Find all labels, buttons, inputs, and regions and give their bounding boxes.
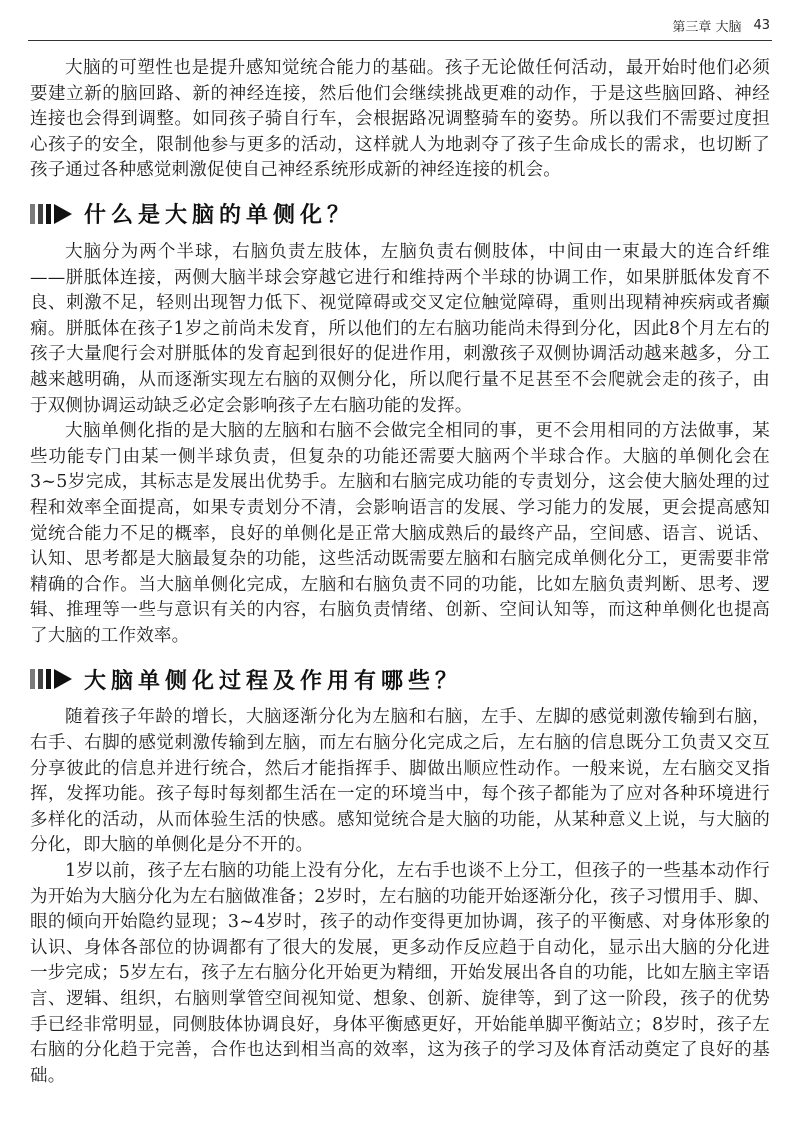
section-heading-2 [30, 663, 770, 695]
heading-bullet-icon [30, 667, 74, 691]
running-header [672, 16, 770, 35]
section-title: 什么是大脑的单侧化？ [84, 203, 355, 229]
section-title: 大脑单侧化过程及作用有哪些？ [84, 668, 463, 694]
page-number: 43 [753, 18, 770, 33]
header-divider [28, 40, 772, 41]
chapter-title: 第三章 大脑 [672, 20, 742, 35]
section-paragraph: 1岁以前，孩子左右脑的功能上没有分化，左右手也谈不上分工，但孩子的一些基本动作行为开始为大脑分化为左右脑做准备；2岁时，左右脑的功能开始逐渐分化，孩子习惯用手、脚、眼的倾向开始隐约显现；3~4岁时，孩子的动作变得更加协调，孩子的平衡感、对身体形象的认识、身体各部位的协调都有了很大的发展，更多动作反应趋于自动化，显示出大脑的分化进一步完成；5岁左右，孩子左右脑分化开始更为精细，开始发展出各自的功能，比如左脑主宰语言、逻辑、组织，右脑则掌管空间视知觉、想象、创新、旋律等，到了这一阶段，孩子的优势手已经非常明显，同侧肢体协调良好，身体平衡感更好，开始能单脚平衡站立；8岁时，孩子左右脑的分化趋于完善，合作也达到相当高的效率，这为孩子的学习及体育活动奠定了良好的基础。 [30, 861, 770, 1086]
section-heading-1 [30, 198, 770, 230]
heading-bullet-icon [30, 202, 74, 226]
section-paragraph: 随着孩子年龄的增长，大脑逐渐分化为左脑和右脑，左手、左脚的感觉刺激传输到右脑，右手、右脚的感觉刺激传输到左脑，而左右脑分化完成之后，左右脑的信息既分工负责又交互分享彼此的信息并进行统合，然后才能指挥手、脚做出顺应性动作。一般来说，左右脑交叉指挥，发挥功能。孩子每时每刻都生活在一定的环境当中，每个孩子都能为了应对各种环境进行多样化的活动，从而体验生活的快感。感知觉统合是大脑的功能，从某种意义上说，与大脑的分化，即大脑的单侧化是分不开的。 [30, 707, 770, 856]
intro-paragraph: 大脑的可塑性也是提升感知觉统合能力的基础。孩子无论做任何活动，最开始时他们必须要建立新的脑回路、新的神经连接，然后他们会继续挑战更难的动作，于是这些脑回路、神经连接也会得到调整。如同孩子骑自行车，会根据路况调整骑车的姿势。所以我们不需要过度担心孩子的安全，限制他参与更多的活动，这样就人为地剥夺了孩子生命成长的需求，也切断了孩子通过各种感觉刺激促使自己神经系统形成新的神经连接的机会。 [30, 58, 770, 181]
section-paragraph: 大脑单侧化指的是大脑的左脑和右脑不会做完全相同的事，更不会用相同的方法做事，某些功能专门由某一侧半球负责，但复杂的功能还需要大脑两个半球合作。大脑的单侧化会在3~5岁完成，其标志是发展出优势手。左脑和右脑完成功能的专责划分，这会使大脑处理的过程和效率全面提高，如果专责划分不清，会影响语言的发展、学习能力的发展，更会提高感知觉统合能力不足的概率，良好的单侧化是正常大脑成熟后的最终产品，空间感、语言、说话、认知、思考都是大脑最复杂的功能，这些活动既需要左脑和右脑完成单侧化分工，更需要非常精确的合作。当大脑单侧化完成，左脑和右脑负责不同的功能，比如左脑负责判断、思考、逻辑、推理等一些与意识有关的内容，右脑负责情绪、创新、空间认知等，而这种单侧化也提高了大脑的工作效率。 [30, 421, 770, 646]
section-paragraph: 大脑分为两个半球，右脑负责左肢体，左脑负责右侧肢体，中间由一束最大的连合纤维——胼胝体连接，两侧大脑半球会穿越它进行和维持两个半球的协调工作，如果胼胝体发育不良、刺激不足，轻则出现智力低下、视觉障碍或交叉定位触觉障碍，重则出现精神疾病或者癫痫。胼胝体在孩子1岁之前尚未发育，所以他们的左右脑功能尚未得到分化，因此8个月左右的孩子大量爬行会对胼胝体的发育起到很好的促进作用，刺激孩子双侧协调活动越来越多，分工越来越明确，从而逐渐实现左右脑的双侧分化，所以爬行量不足甚至不会爬就会走的孩子，由于双侧协调运动缺乏必定会影响孩子左右脑功能的发挥。 [30, 241, 770, 416]
page-body [30, 56, 770, 1089]
